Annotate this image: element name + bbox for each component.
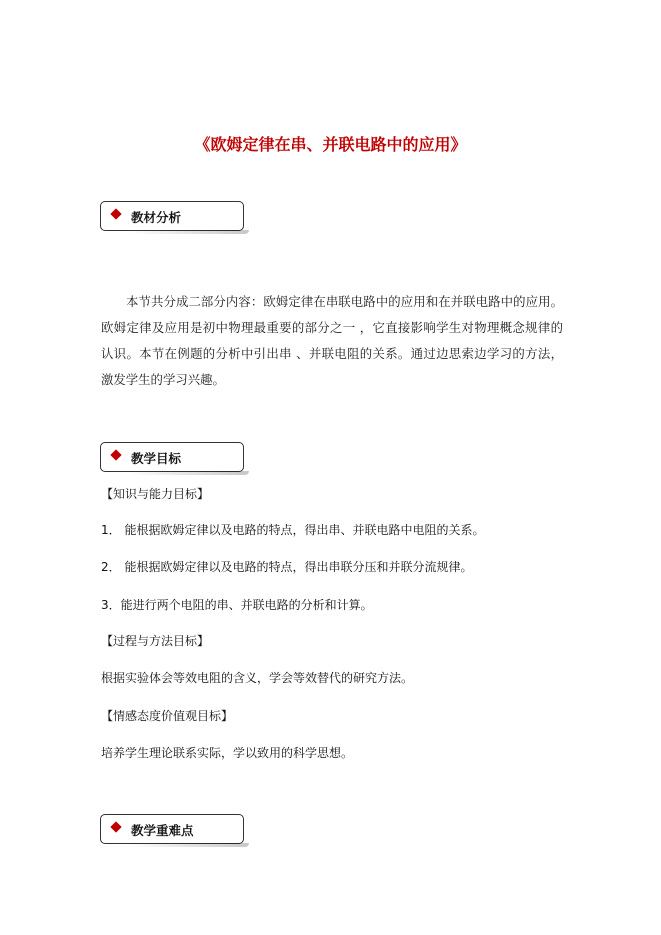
diamond-icon (110, 449, 121, 460)
diamond-icon (110, 821, 121, 832)
emotion-goal-heading: 【情感态度价值观目标】 (101, 709, 234, 723)
goal-item-3: 3．能进行两个电阻的串、并联电路的分析和计算。 (101, 598, 373, 612)
knowledge-goal-heading: 【知识与能力目标】 (101, 487, 210, 501)
emotion-goal-text: 培养学生理论联系实际，学以致用的科学思想。 (101, 746, 354, 760)
section-heading-analysis (100, 201, 244, 231)
analysis-paragraph: 本节共分成二部分内容：欧姆定律在串联电路中的应用和在并联电路中的应用。欧姆定律及应用是初中物理最重要的部分之一 ，它直接影响学生对物理概念规律的认识。本节在例题的分析中引出串 、并联电阻的关系。通过边思索边学习的方法，激发学生的学习兴趣。 (101, 294, 563, 387)
goal-item-1: 1． 能根据欧姆定律以及电路的特点，得出串、并联电路中电阻的关系。 (101, 523, 485, 537)
document-title: 《欧姆定律在串、并联电路中的应用》 (194, 135, 467, 154)
process-goal-text: 根据实验体会等效电阻的含义，学会等效替代的研究方法。 (101, 671, 414, 685)
section-label: 教材分析 (131, 210, 182, 225)
section-heading-goals (100, 442, 244, 472)
section-label: 教学重难点 (131, 823, 194, 838)
section-heading-key-points (100, 814, 244, 844)
process-goal-heading: 【过程与方法目标】 (101, 634, 210, 648)
diamond-icon (110, 208, 121, 219)
section-label: 教学目标 (131, 451, 182, 466)
goal-item-2: 2． 能根据欧姆定律以及电路的特点，得出串联分压和并联分流规律。 (101, 560, 473, 574)
